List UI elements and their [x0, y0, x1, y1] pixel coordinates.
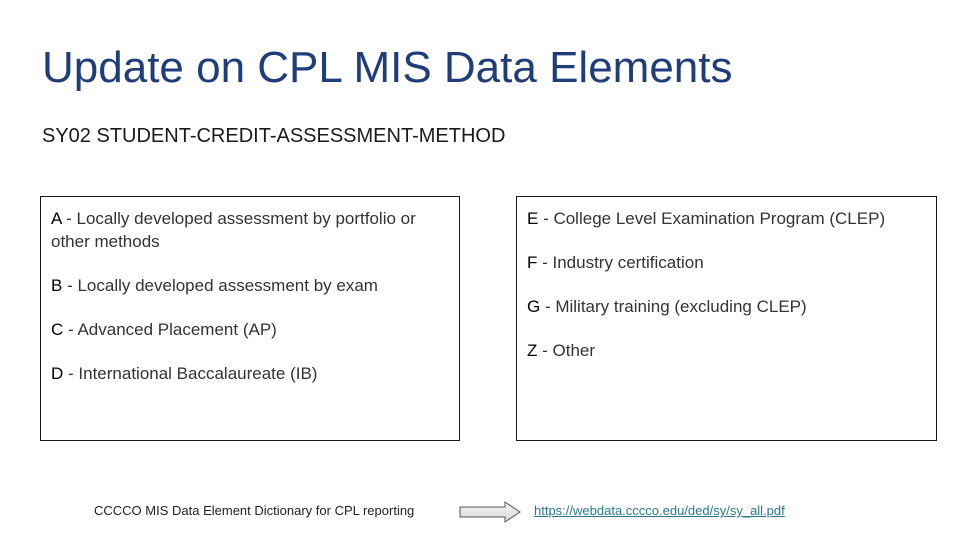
method-description: - International Baccalaureate (IB) [63, 364, 318, 383]
method-item-a [51, 207, 449, 253]
page-title: Update on CPL MIS Data Elements [42, 43, 733, 92]
method-description: - Other [537, 341, 596, 360]
method-code: G [527, 297, 541, 316]
method-code: Z [527, 341, 538, 360]
source-reference: CCCCO MIS Data Element Dictionary for CPL reporting [94, 503, 415, 518]
method-code: A [51, 209, 62, 228]
method-code: C [51, 320, 64, 339]
method-description: - Advanced Placement (AP) [63, 320, 277, 339]
method-item-d [51, 362, 449, 385]
right-arrow-icon [459, 501, 521, 523]
method-description: - Military training (excluding CLEP) [540, 297, 807, 316]
dictionary-link[interactable]: https://webdata.cccco.edu/ded/sy/sy_all.pdf [534, 503, 785, 518]
method-description: - Locally developed assessment by exam [62, 276, 378, 295]
method-code: E [527, 209, 539, 228]
method-description: - College Level Examination Program (CLEP) [538, 209, 886, 228]
method-item-g [527, 295, 926, 318]
page-subtitle: SY02 STUDENT-CREDIT-ASSESSMENT-METHOD [42, 125, 506, 147]
method-item-f [527, 251, 926, 274]
method-item-c [51, 318, 449, 341]
assessment-methods-right-box [516, 196, 937, 441]
method-code: B [51, 276, 63, 295]
assessment-methods-left-box [40, 196, 460, 441]
method-item-z [527, 339, 926, 362]
method-description: - Locally developed assessment by portfolio or other methods [51, 209, 416, 251]
method-item-e [527, 207, 926, 230]
method-description: - Industry certification [537, 253, 704, 272]
method-code: F [527, 253, 538, 272]
method-code: D [51, 364, 64, 383]
method-item-b [51, 274, 449, 297]
